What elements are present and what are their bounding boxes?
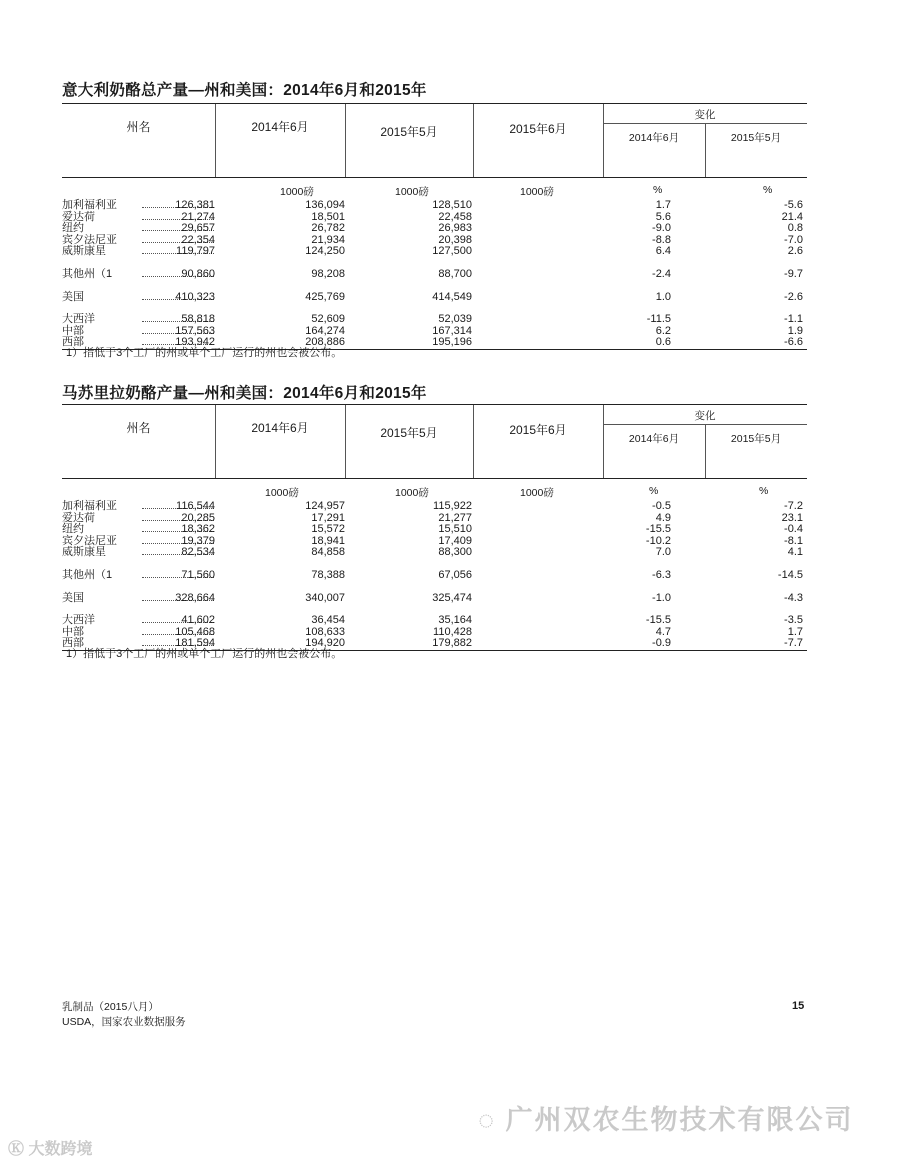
cell: -3.5	[784, 614, 803, 627]
cell: -15.5	[645, 614, 671, 627]
company-watermark-text: 广州双农生物技术有限公司	[505, 1105, 854, 1135]
table2-units	[62, 479, 807, 501]
cell: -9.0	[652, 222, 671, 235]
cell: 325,474	[432, 591, 472, 604]
row-label: 加利福利亚	[62, 500, 117, 512]
cell: 410,323	[175, 290, 215, 303]
cell: 21,274	[181, 210, 215, 223]
cell: 29,657	[181, 222, 215, 235]
unit-c1: 1000磅	[265, 487, 299, 499]
cell: 17,409	[438, 534, 472, 547]
header-may-2015: 2015年5月	[380, 426, 438, 440]
cell: 18,941	[311, 534, 345, 547]
cell: -6.3	[652, 568, 671, 581]
row-label: 大西洋	[62, 313, 95, 326]
cell: 1.9	[787, 324, 803, 337]
row-label: 中部	[62, 625, 84, 638]
cell: 82,534	[181, 546, 215, 559]
cell: 84,858	[311, 546, 345, 559]
table-row	[62, 593, 807, 605]
header-change: 变化	[694, 109, 716, 121]
row-label: 宾夕法尼亚	[62, 233, 117, 246]
table1-body	[62, 200, 807, 350]
row-label: 爱达荷	[62, 511, 95, 524]
cell: 167,314	[432, 324, 472, 337]
cell: -14.5	[777, 568, 803, 581]
cell: 164,274	[305, 324, 345, 337]
cell: 124,957	[305, 500, 345, 512]
footer-publication: 乳制品（2015八月）	[62, 1001, 159, 1013]
cell: 136,094	[305, 199, 345, 211]
cell: 195,196	[432, 336, 472, 349]
table1-title: 意大利奶酪总产量—州和美国：2014年6月和2015年	[62, 82, 427, 99]
table-row	[62, 524, 807, 536]
cell: -7.2	[784, 500, 803, 512]
row-label: 加利福利亚	[62, 199, 117, 211]
cell: -8.8	[652, 233, 671, 246]
unit-c3: 1000磅	[520, 186, 554, 198]
wechat-icon: ◌	[478, 1105, 497, 1135]
cell: -7.0	[784, 233, 803, 246]
cell: 88,300	[438, 546, 472, 559]
cell: 88,700	[438, 267, 472, 280]
table-row	[62, 314, 807, 326]
cell: 5.6	[655, 210, 671, 223]
table-row	[62, 615, 807, 627]
table-row	[62, 269, 807, 281]
table-row	[62, 570, 807, 582]
header-jun-2014: 2014年6月	[251, 421, 309, 435]
row-label: 美国	[62, 290, 84, 303]
header-may-2015: 2015年5月	[380, 125, 438, 139]
header-state: 州名	[126, 421, 151, 435]
unit-c2: 1000磅	[395, 487, 429, 499]
row-label: 中部	[62, 324, 84, 337]
header-change-may-2015: 2015年5月	[730, 132, 782, 144]
table-row	[62, 513, 807, 525]
cell: 71,560	[181, 568, 215, 581]
row-label: 西部	[62, 637, 84, 650]
header-change-jun-2014: 2014年6月	[628, 433, 680, 445]
cell: 21,934	[311, 233, 345, 246]
row-label: 爱达荷	[62, 210, 95, 223]
cell: 127,500	[432, 245, 472, 258]
cell: 26,782	[311, 222, 345, 235]
cell: 20,285	[181, 511, 215, 524]
brand-logo-icon: Ⓚ	[8, 1141, 25, 1158]
table-row	[62, 501, 807, 513]
cell: 15,510	[438, 523, 472, 536]
unit-c5: %	[759, 485, 769, 497]
cell: 22,458	[438, 210, 472, 223]
footer-source: USDA，国家农业数据服务	[62, 1016, 186, 1028]
table1-footnote: 1）指低于3个工厂的州或单个工厂运行的州也会被公布。	[66, 347, 343, 359]
table-row	[62, 536, 807, 548]
cell: 4.7	[655, 625, 671, 638]
cell: 22,354	[181, 233, 215, 246]
cell: -8.1	[784, 534, 803, 547]
cell: 105,468	[175, 625, 215, 638]
cell: 108,633	[305, 625, 345, 638]
cell: 124,250	[305, 245, 345, 258]
cell: 194,920	[305, 637, 345, 650]
cell: 21,277	[438, 511, 472, 524]
page-footer	[62, 1000, 186, 1030]
table2-header	[62, 404, 807, 479]
cell: -1.0	[652, 591, 671, 604]
cell: -10.2	[645, 534, 671, 547]
cell: -5.6	[784, 199, 803, 211]
table2-footnote: 1）指低于3个工厂的州或单个工厂运行的州也会被公布。	[66, 648, 343, 660]
unit-c1: 1000磅	[280, 186, 314, 198]
table-row	[62, 547, 807, 559]
table-row	[62, 223, 807, 235]
unit-c2: 1000磅	[395, 186, 429, 198]
unit-c3: 1000磅	[520, 487, 554, 499]
cell: 116,544	[176, 500, 215, 512]
table-row	[62, 292, 807, 304]
cell: -1.1	[784, 313, 803, 326]
table-row	[62, 200, 807, 212]
cell: 98,208	[311, 267, 345, 280]
table1-header	[62, 103, 807, 178]
table2-title: 马苏里拉奶酪产量—州和美国：2014年6月和2015年	[62, 385, 427, 402]
unit-c5: %	[763, 184, 773, 196]
cell: 26,983	[438, 222, 472, 235]
cell: 4.9	[655, 511, 671, 524]
row-label: 美国	[62, 591, 84, 604]
cell: -11.5	[646, 313, 671, 326]
page-number: 15	[792, 1000, 805, 1012]
table1-units	[62, 178, 807, 200]
cell: 115,922	[433, 500, 472, 512]
cell: 340,007	[305, 591, 345, 604]
cell: -2.4	[652, 267, 671, 280]
cell: 193,942	[175, 336, 215, 349]
cell: 41,602	[181, 614, 215, 627]
cell: 67,056	[438, 568, 472, 581]
cell: 425,769	[305, 290, 345, 303]
table2-body	[62, 501, 807, 651]
row-label: 纽约	[62, 523, 84, 536]
cell: -6.6	[784, 336, 803, 349]
cell: 179,882	[432, 637, 472, 650]
unit-c4: %	[649, 485, 659, 497]
cell: 90,860	[181, 267, 215, 280]
cell: -0.5	[652, 500, 671, 512]
cell: 1.7	[655, 199, 671, 211]
cell: 21.4	[781, 210, 803, 223]
cell: 1.0	[655, 290, 671, 303]
header-jun-2015: 2015年6月	[509, 423, 567, 437]
cell: -7.7	[784, 637, 803, 650]
cell: 110,428	[433, 625, 472, 638]
cell: 0.8	[787, 222, 803, 235]
cell: -4.3	[784, 591, 803, 604]
cell: 181,594	[175, 637, 215, 650]
header-jun-2015: 2015年6月	[509, 122, 567, 136]
cell: 19,379	[181, 534, 215, 547]
row-label: 宾夕法尼亚	[62, 534, 117, 547]
cell: 4.1	[787, 546, 803, 559]
cell: 52,039	[438, 313, 472, 326]
cell: 208,886	[305, 336, 345, 349]
cell: 6.2	[655, 324, 671, 337]
brand-watermark	[8, 1136, 92, 1159]
cell: 328,664	[175, 591, 215, 604]
cell: 7.0	[655, 546, 671, 559]
cell: 17,291	[311, 511, 345, 524]
header-jun-2014: 2014年6月	[251, 120, 309, 134]
row-label: 威斯康星	[62, 546, 106, 559]
cell: 35,164	[438, 614, 472, 627]
row-label: 纽约	[62, 222, 84, 235]
cell: 414,549	[432, 290, 472, 303]
cell: -0.9	[652, 637, 671, 650]
cell: -0.4	[784, 523, 803, 536]
cell: 119,797	[176, 245, 215, 258]
company-watermark	[478, 1098, 854, 1137]
cell: 78,388	[311, 568, 345, 581]
table-row	[62, 246, 807, 258]
cell: 157,563	[175, 324, 215, 337]
header-change-may-2015: 2015年5月	[730, 433, 782, 445]
cell: 0.6	[655, 336, 671, 349]
header-change: 变化	[694, 410, 716, 422]
cell: 23.1	[781, 511, 803, 524]
cell: 15,572	[311, 523, 345, 536]
cell: 58,818	[181, 313, 215, 326]
cell: 126,381	[175, 199, 215, 211]
mozzarella-cheese-table	[62, 404, 807, 651]
row-label: 威斯康星	[62, 245, 106, 258]
header-state: 州名	[126, 120, 151, 134]
row-label: 其他州（1	[62, 267, 113, 280]
brand-watermark-text: 大数跨境	[28, 1141, 93, 1158]
italian-cheese-table	[62, 103, 807, 350]
cell: 18,362	[181, 523, 215, 536]
cell: 2.6	[787, 245, 803, 258]
cell: 6.4	[655, 245, 671, 258]
table-row	[62, 212, 807, 224]
cell: -9.7	[784, 267, 803, 280]
cell: 20,398	[438, 233, 472, 246]
cell: -2.6	[784, 290, 803, 303]
cell: 36,454	[311, 614, 345, 627]
row-label: 大西洋	[62, 614, 95, 627]
cell: -15.5	[645, 523, 671, 536]
cell: 128,510	[432, 199, 472, 211]
unit-c4: %	[653, 184, 663, 196]
cell: 1.7	[787, 625, 803, 638]
header-change-jun-2014: 2014年6月	[628, 132, 680, 144]
cell: 52,609	[311, 313, 345, 326]
row-label: 其他州（1	[62, 568, 113, 581]
row-label: 西部	[62, 336, 84, 349]
cell: 18,501	[311, 210, 345, 223]
